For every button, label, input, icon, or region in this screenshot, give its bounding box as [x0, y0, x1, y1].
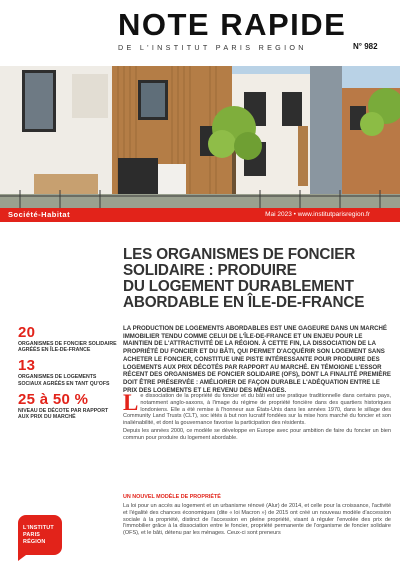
key-figures [18, 325, 118, 425]
category-banner [0, 208, 400, 222]
cover-photo [0, 66, 400, 208]
logo-line: PARIS [23, 532, 41, 538]
drop-cap: L [123, 390, 139, 415]
body-text [123, 390, 391, 443]
category-label: Société-Habitat [8, 210, 71, 219]
section-subheading: UN NOUVEL MODÈLE DE PROPRIÉTÉ [123, 494, 221, 500]
key-figure-label: ORGANISMES DE LOGEMENTS SOCIAUX AGRÉÉS EN TANT QU'OFS [18, 374, 110, 387]
logo-line: L'INSTITUT [23, 525, 54, 531]
body-paragraph: e dissociation de la propriété du foncier et du bâti est une pratique traditionnelle dans certains pays, notamment anglo-saxons, à l'image du régime de propriété foncière dans des quartiers historiques londoniens. Elle a été remise à l'honneur aux États-Unis dans les années 1970, dans le sillage des Community Land Trusts (CLT), soc iétés à but non lucratif fondées sur la mise hors marché du foncier et son inaliénabilité, et dont la gouvernance favorise la participation des résidents. [123, 393, 391, 427]
title-line: LES ORGANISMES DE FONCIER [123, 246, 356, 263]
article-title [123, 247, 393, 311]
body-paragraph: La loi pour un accès au logement et un urbanisme rénové (Alur) de 2014, et celle pour la croissance, l'activité et l'égalité des chances économiques (dite « loi Macron ») de 2015 ont créé un nouveau modèle d'accession sociale à la propriété, distinct de l'accession en pleine propriété, visant à réguler l'envolée des prix de l'immobilier grâce à la dissociation entre le foncier, propriété permanente de l'organisme de foncier solidaire (OFS), et le bâti, détenu par les ménages. Ceux-ci sont preneurs [123, 503, 391, 537]
key-figure-value: 13 [18, 357, 36, 375]
publication-subtitle: DE L'INSTITUT PARIS REGION [118, 43, 307, 52]
key-figure [18, 325, 118, 353]
key-figure-value: 20 [18, 324, 36, 341]
title-line: DU LOGEMENT DURABLEMENT [123, 278, 354, 295]
key-figure-label: NIVEAU DE DÉCOTE PAR RAPPORT AUX PRIX DU MARCHÉ [18, 407, 109, 421]
lead-paragraph: LA PRODUCTION DE LOGEMENTS ABORDABLES EST UNE GAGEURE DANS UN MARCHÉ IMMOBILIER TENDU COMME CELUI DE L'ÎLE-DE-FRANCE ET UN ENJEU POUR LE MAINTIEN DE L'ATTRACTIVITÉ DE LA RÉGION. À CETTE FIN, LA DISSOCIATION DE LA PROPRIÉTÉ DU FONCIER ET DU BÂTI, QUI PERMET D'ACQUÉRIR SON LOGEMENT SANS ACHETER LE FONCIER, CONSTITUE UNE PISTE INTÉRESSANTE POUR PRODUIRE DES LOGEMENTS AUX PRIX DÉCOTÉS PAR RAPPORT AU MARCHÉ. EN TÉMOIGNE L'ESSOR RÉCENT DES ORGANISMES DE FONCIER SOLIDAIRE (OFS), DONT LA FINALITÉ PREMIÈRE DOIT ÊTRE PRÉSERVÉE : AMÉLIORER DE FAÇON DURABLE L'ADÉQUATION ENTRE LE PRIX DES LOGEMENTS ET LE REVENU DES MÉNAGES. [123, 325, 391, 394]
key-figure-label: ORGANISMES DE FONCIER SOLIDAIRE AGRÉÉS EN ÎLE-DE-FRANCE [18, 341, 117, 354]
institut-paris-region-logo [18, 515, 62, 555]
date-and-website: Mai 2023 • www.institutparisregion.fr [265, 210, 370, 218]
masthead [0, 0, 400, 66]
publication-title: NOTE RAPIDE [118, 7, 347, 42]
key-figure [18, 358, 118, 386]
key-figure-value: 25 à 50 % [18, 390, 89, 408]
issue-number: N° 982 [353, 42, 378, 51]
key-figure [18, 392, 118, 420]
logo-corner-shape [18, 555, 26, 561]
title-line: SOLIDAIRE : PRODUIRE [123, 262, 297, 279]
body-paragraph: Depuis les années 2000, ce modèle se développe en Europe avec pour ambition de faire du foncier un bien commun pour produire du logement abordable. [123, 427, 391, 441]
title-line: ABORDABLE EN ÎLE-DE-FRANCE [123, 294, 365, 311]
logo-line: RÉGION [23, 539, 46, 545]
housing-photo-illustration [0, 66, 400, 208]
